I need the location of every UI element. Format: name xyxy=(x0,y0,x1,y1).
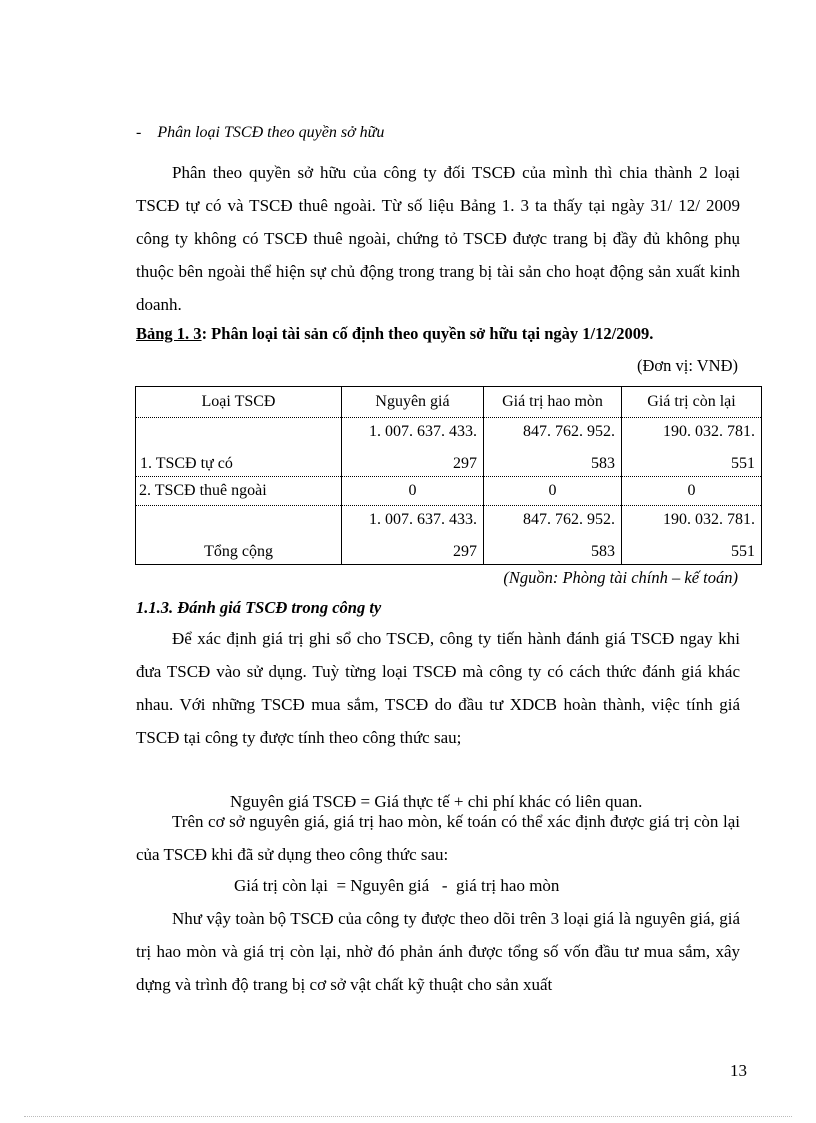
table-row-total xyxy=(136,506,762,565)
cell-original-cost: 1. 007. 637. 433. xyxy=(369,423,477,440)
page-number: 13 xyxy=(730,1061,747,1080)
row-label: 1. TSCĐ tự có xyxy=(140,455,233,472)
cell-original-cost: 1. 007. 637. 433. xyxy=(369,511,477,528)
cell-depreciation: 847. 762. 952. xyxy=(523,423,615,440)
cell-depreciation: 0 xyxy=(484,477,622,506)
paragraph-ownership: Phân theo quyền sở hữu của công ty đối TSCĐ của mình thì chia thành 2 loại TSCĐ tự có và TSCĐ thuê ngoài. Từ số liệu Bảng 1. 3 ta thấy tại ngày 31/ 12/ 2009 công ty không có TSCĐ thuê ngoài, chứng tỏ TSCĐ được trang bị đầy đủ không phụ thuộc bên ngoài thể hiện sự chủ động trong trang bị tài sản cho hoạt động sản xuất kinh doanh. xyxy=(136,163,740,314)
cell-remaining-value-cont: 551 xyxy=(731,455,755,472)
table-caption xyxy=(136,324,653,344)
cell-original-cost-cont: 297 xyxy=(453,543,477,560)
cell-remaining-value-cont: 551 xyxy=(731,543,755,560)
table-caption-text: : Phân loại tài sản cố định theo quyền sở hữu tại ngày 1/12/2009. xyxy=(201,324,654,343)
section-title: 1.1.3. Đánh giá TSCĐ trong công ty xyxy=(136,598,382,617)
row-label: Tổng cộng xyxy=(204,543,273,560)
cell-depreciation-cont: 583 xyxy=(591,543,615,560)
cell-original-cost-cont: 297 xyxy=(453,455,477,472)
header-category: Loại TSCĐ xyxy=(136,387,342,418)
header-remaining-value: Giá trị còn lại xyxy=(622,387,762,418)
cell-depreciation: 847. 762. 952. xyxy=(523,511,615,528)
table-header-row xyxy=(136,387,762,418)
bullet-dash: - xyxy=(136,124,142,141)
cell-remaining-value: 190. 032. 781. xyxy=(663,423,755,440)
header-original-cost: Nguyên giá xyxy=(342,387,484,418)
cell-depreciation-cont: 583 xyxy=(591,455,615,472)
formula-original-cost: Nguyên giá TSCĐ = Giá thực tế + chi phí khác có liên quan. xyxy=(230,792,643,811)
table-row xyxy=(136,477,762,506)
paragraph-summary: Như vậy toàn bộ TSCĐ của công ty được theo dõi trên 3 loại giá là nguyên giá, giá trị hao mòn và giá trị còn lại, nhờ đó phản ánh được tổng số vốn đầu tư mua sắm, xây dựng và trình độ trang bị cơ sở vật chất kỹ thuật cho sản xuất xyxy=(136,909,740,994)
table-caption-label: Bảng 1. 3 xyxy=(136,324,202,343)
table-unit: (Đơn vị: VNĐ) xyxy=(637,356,738,375)
formula-remaining-value: Giá trị còn lại = Nguyên giá - giá trị hao mòn xyxy=(234,876,560,895)
table-source: (Nguồn: Phòng tài chính – kế toán) xyxy=(503,568,738,587)
bullet-heading xyxy=(136,124,384,142)
paragraph-remaining: Trên cơ sở nguyên giá, giá trị hao mòn, kế toán có thể xác định được giá trị còn lại của TSCĐ khi đã sử dụng theo công thức sau: xyxy=(136,812,740,864)
table-row xyxy=(136,418,762,477)
footer-divider xyxy=(24,1116,792,1117)
cell-original-cost: 0 xyxy=(342,477,484,506)
bullet-text: Phân loại TSCĐ theo quyền sở hữu xyxy=(157,124,385,141)
paragraph-valuation: Để xác định giá trị ghi sổ cho TSCĐ, công ty tiến hành đánh giá TSCĐ ngay khi đưa TSCĐ vào sử dụng. Tuỳ từng loại TSCĐ mà công ty có cách thức đánh giá khác nhau. Với những TSCĐ mua sắm, TSCĐ do đầu tư XDCB hoàn thành, việc tính giá TSCĐ tại công ty được tính theo công thức sau; xyxy=(136,629,740,747)
row-label: 2. TSCĐ thuê ngoài xyxy=(136,477,342,506)
header-depreciation: Giá trị hao mòn xyxy=(484,387,622,418)
fixed-asset-table xyxy=(135,386,762,565)
cell-remaining-value: 0 xyxy=(622,477,762,506)
cell-remaining-value: 190. 032. 781. xyxy=(663,511,755,528)
